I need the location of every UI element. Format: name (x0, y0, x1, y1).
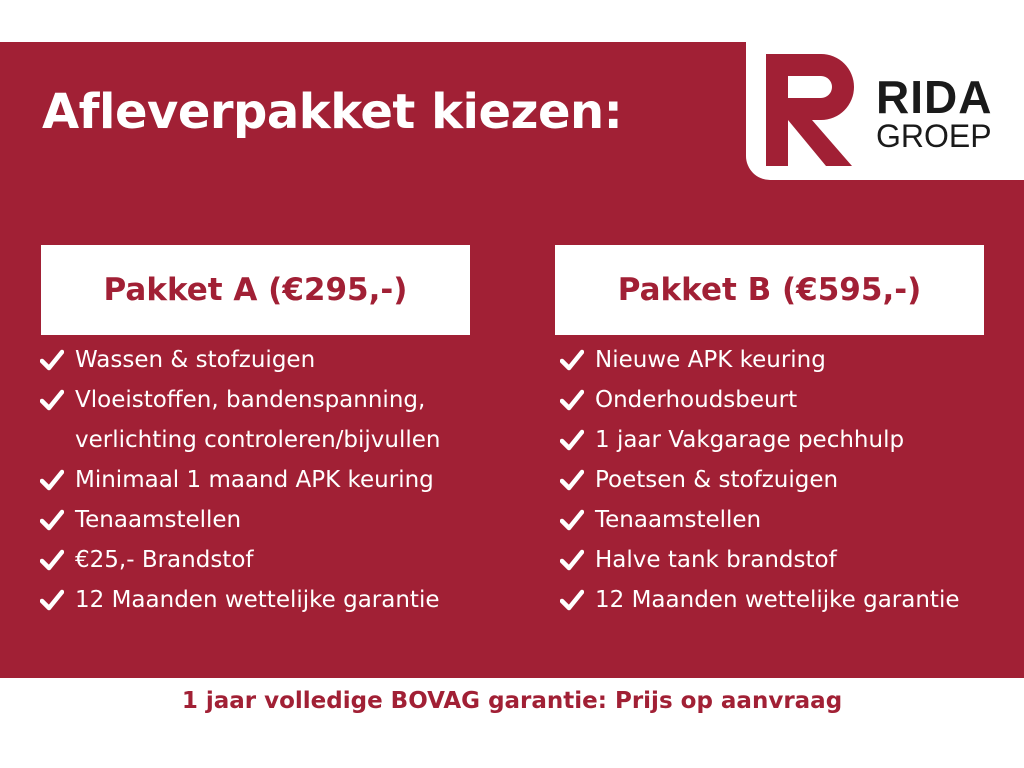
check-icon (40, 389, 64, 411)
page-title: Afleverpakket kiezen: (42, 84, 623, 140)
list-item (560, 500, 1000, 540)
package-b-list (560, 340, 1000, 620)
brand-logo (746, 40, 1024, 180)
check-icon (560, 549, 584, 571)
list-item (560, 460, 1000, 500)
list-item-text: Vloeistoffen, bandenspanning, (75, 387, 426, 413)
check-icon (40, 589, 64, 611)
list-item (40, 340, 520, 380)
list-item (560, 420, 1000, 460)
check-icon (560, 429, 584, 451)
list-item (40, 460, 520, 500)
list-item-text: Onderhoudsbeurt (595, 387, 798, 413)
check-icon (40, 549, 64, 571)
rida-r-logo-icon (766, 54, 858, 166)
list-item-text: 12 Maanden wettelijke garantie (595, 587, 960, 613)
list-item-text: Nieuwe APK keuring (595, 347, 826, 373)
list-item (560, 540, 1000, 580)
list-item-text: €25,- Brandstof (75, 547, 254, 573)
check-icon (560, 509, 584, 531)
list-item (40, 500, 520, 540)
list-item-text: Tenaamstellen (595, 507, 762, 533)
list-item-text: Minimaal 1 maand APK keuring (75, 467, 434, 493)
list-item-text: 1 jaar Vakgarage pechhulp (595, 427, 905, 453)
list-item (560, 380, 1000, 420)
logo-name: RIDA (876, 71, 993, 123)
list-item-text: Wassen & stofzuigen (75, 347, 316, 373)
check-icon (40, 509, 64, 531)
check-icon (560, 389, 584, 411)
logo-subname: GROEP (876, 118, 992, 154)
check-icon (560, 589, 584, 611)
list-item (40, 580, 520, 620)
check-icon (40, 349, 64, 371)
package-a-list (40, 340, 520, 620)
list-item-text: Halve tank brandstof (595, 547, 837, 573)
check-icon (40, 469, 64, 491)
package-b-heading: Pakket B (€595,-) (555, 245, 984, 335)
footer-note: 1 jaar volledige BOVAG garantie: Prijs op aanvraag (181, 688, 843, 714)
list-item (560, 340, 1000, 380)
list-item-text: Tenaamstellen (75, 507, 242, 533)
list-item-text: verlichting controleren/bijvullen (75, 427, 441, 453)
package-a-heading: Pakket A (€295,-) (41, 245, 470, 335)
check-icon (560, 469, 584, 491)
list-item-text: 12 Maanden wettelijke garantie (75, 587, 440, 613)
check-icon (560, 349, 584, 371)
list-item (40, 380, 520, 460)
list-item-text: Poetsen & stofzuigen (595, 467, 839, 493)
list-item (560, 580, 1000, 620)
list-item (40, 540, 520, 580)
